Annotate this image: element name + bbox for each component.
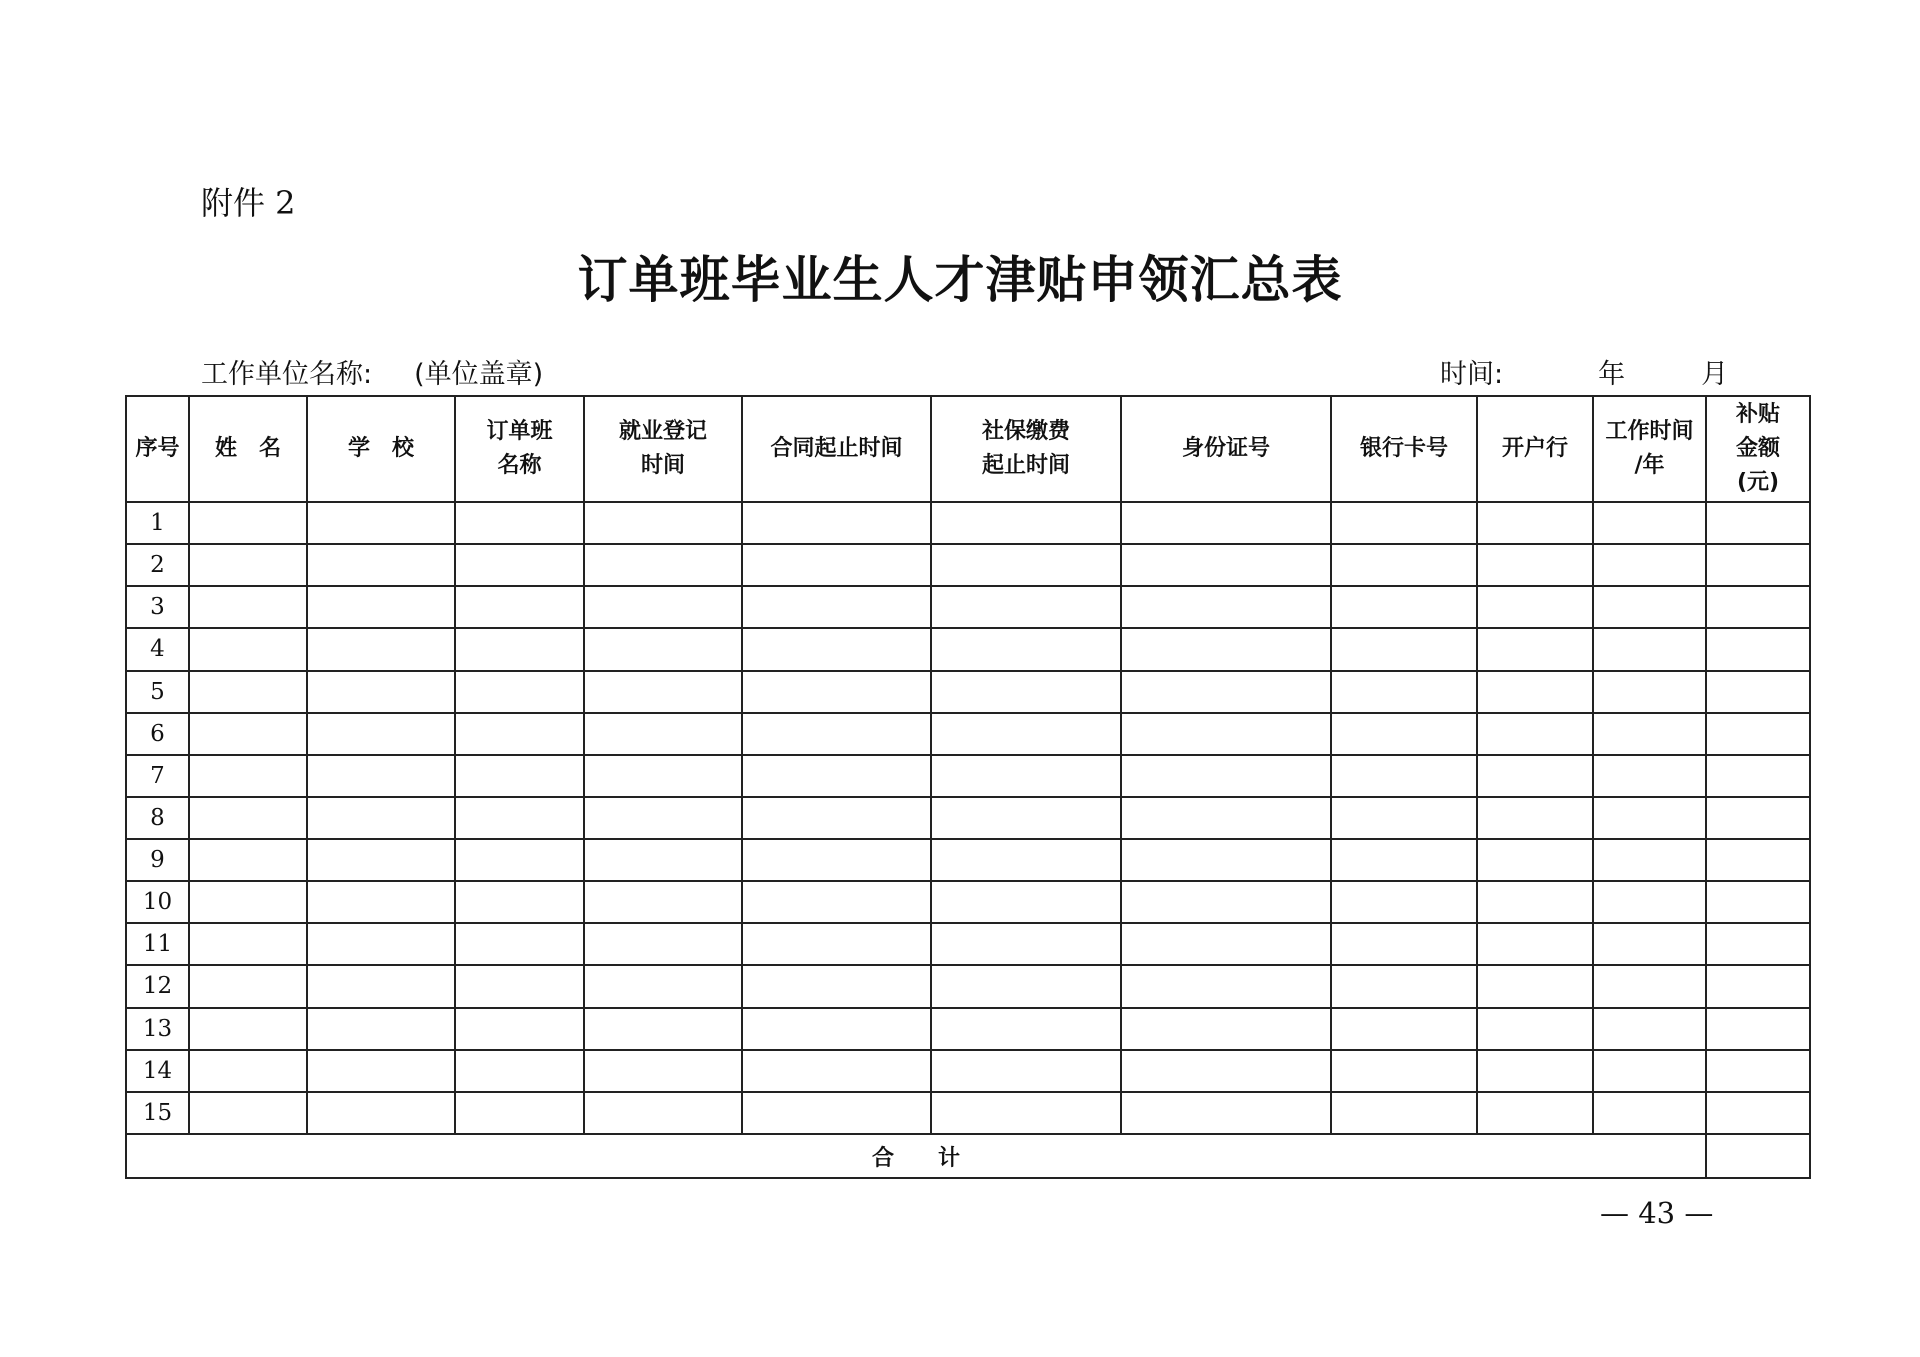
table-cell[interactable] xyxy=(1593,881,1706,923)
column-header-line: 补贴 xyxy=(1735,402,1780,427)
table-cell[interactable] xyxy=(1477,628,1593,670)
column-header xyxy=(742,396,931,502)
table-cell[interactable] xyxy=(1593,965,1706,1007)
table-cell[interactable] xyxy=(931,713,1121,755)
table-cell[interactable] xyxy=(1121,671,1331,713)
table-cell[interactable] xyxy=(584,923,742,965)
table-cell[interactable] xyxy=(307,1008,455,1050)
table-cell[interactable] xyxy=(1477,544,1593,586)
column-header-line: 开户行 xyxy=(1501,436,1568,461)
month-label: 月 xyxy=(1701,359,1729,390)
table-body xyxy=(126,502,1810,1134)
table-cell[interactable] xyxy=(307,965,455,1007)
table-cell[interactable] xyxy=(584,628,742,670)
table-cell[interactable] xyxy=(584,502,742,544)
table-cell[interactable] xyxy=(455,1050,584,1092)
table-cell[interactable] xyxy=(1331,713,1477,755)
page-title: 订单班毕业生人才津贴申领汇总表 xyxy=(577,250,1343,309)
table-cell[interactable] xyxy=(307,713,455,755)
table-cell[interactable] xyxy=(1477,839,1593,881)
table-cell[interactable] xyxy=(189,797,307,839)
column-header xyxy=(1706,396,1810,502)
row-number: 14 xyxy=(126,1050,189,1092)
table-cell[interactable] xyxy=(742,502,931,544)
table-cell[interactable] xyxy=(1477,713,1593,755)
table-cell[interactable] xyxy=(931,586,1121,628)
table-cell[interactable] xyxy=(307,755,455,797)
table-cell[interactable] xyxy=(931,965,1121,1007)
table-cell[interactable] xyxy=(307,586,455,628)
table-cell[interactable] xyxy=(931,1050,1121,1092)
table-cell[interactable] xyxy=(931,1092,1121,1134)
table-cell[interactable] xyxy=(189,713,307,755)
table-cell[interactable] xyxy=(1331,923,1477,965)
table-cell[interactable] xyxy=(742,797,931,839)
table-cell[interactable] xyxy=(742,544,931,586)
table-row xyxy=(126,544,1810,586)
table-cell[interactable] xyxy=(1121,797,1331,839)
table-cell[interactable] xyxy=(742,1092,931,1134)
table-cell[interactable] xyxy=(1706,1008,1810,1050)
table-cell[interactable] xyxy=(1593,544,1706,586)
unit-line xyxy=(201,352,543,391)
column-header xyxy=(1593,396,1706,502)
table-cell[interactable] xyxy=(1121,839,1331,881)
column-header-line: 订单班 xyxy=(486,419,553,444)
table-cell[interactable] xyxy=(455,839,584,881)
time-line xyxy=(1440,352,1728,391)
column-header xyxy=(455,396,584,502)
table-cell[interactable] xyxy=(1121,965,1331,1007)
table-cell[interactable] xyxy=(1706,671,1810,713)
table-cell[interactable] xyxy=(1121,755,1331,797)
table-cell[interactable] xyxy=(1593,797,1706,839)
table-cell[interactable] xyxy=(742,965,931,1007)
table-cell[interactable] xyxy=(742,923,931,965)
table-cell[interactable] xyxy=(1706,839,1810,881)
table-cell[interactable] xyxy=(584,544,742,586)
column-header-line: 起止时间 xyxy=(981,453,1070,478)
table-cell[interactable] xyxy=(1477,797,1593,839)
table-cell[interactable] xyxy=(189,1050,307,1092)
table-cell[interactable] xyxy=(1331,628,1477,670)
table-cell[interactable] xyxy=(1121,502,1331,544)
table-cell[interactable] xyxy=(1477,755,1593,797)
table-row xyxy=(126,502,1810,544)
table-cell[interactable] xyxy=(1706,881,1810,923)
column-header xyxy=(1477,396,1593,502)
table-cell[interactable] xyxy=(307,797,455,839)
column-header-line: 名称 xyxy=(497,453,542,478)
table-cell[interactable] xyxy=(584,713,742,755)
table-cell[interactable] xyxy=(1331,797,1477,839)
table-cell[interactable] xyxy=(189,839,307,881)
seal-note: (单位盖章) xyxy=(414,359,544,390)
table-cell[interactable] xyxy=(189,923,307,965)
table-cell[interactable] xyxy=(189,1008,307,1050)
table-cell[interactable] xyxy=(1331,1092,1477,1134)
table-cell[interactable] xyxy=(931,923,1121,965)
column-header-line: 时间 xyxy=(640,453,685,478)
table-cell[interactable] xyxy=(584,755,742,797)
table-cell[interactable] xyxy=(1331,1050,1477,1092)
attachment-label: 附件 2 xyxy=(201,184,296,222)
table-cell[interactable] xyxy=(931,755,1121,797)
table-cell[interactable] xyxy=(1706,965,1810,1007)
table-cell[interactable] xyxy=(1706,586,1810,628)
table-cell[interactable] xyxy=(189,628,307,670)
table-cell[interactable] xyxy=(1477,502,1593,544)
column-header-line: 序号 xyxy=(135,436,180,461)
table-cell[interactable] xyxy=(742,1050,931,1092)
table-cell[interactable] xyxy=(1706,544,1810,586)
table-cell[interactable] xyxy=(1331,839,1477,881)
table-cell[interactable] xyxy=(1477,586,1593,628)
summary-table xyxy=(125,395,1811,1179)
table-cell[interactable] xyxy=(1593,502,1706,544)
column-header-line: 社保缴费 xyxy=(981,419,1070,444)
table-cell[interactable] xyxy=(189,881,307,923)
column-header-line: 合同起止时间 xyxy=(770,436,903,461)
year-label: 年 xyxy=(1598,359,1626,390)
table-row xyxy=(126,755,1810,797)
table-cell[interactable] xyxy=(742,839,931,881)
table-row xyxy=(126,965,1810,1007)
table-cell[interactable] xyxy=(1331,544,1477,586)
row-number: 1 xyxy=(126,502,189,544)
row-number: 10 xyxy=(126,881,189,923)
table-cell[interactable] xyxy=(584,1050,742,1092)
table-cell[interactable] xyxy=(1331,586,1477,628)
column-header-line: 银行卡号 xyxy=(1359,436,1448,461)
table-row xyxy=(126,839,1810,881)
table-cell[interactable] xyxy=(1593,1008,1706,1050)
column-header xyxy=(931,396,1121,502)
column-header xyxy=(1121,396,1331,502)
table-cell[interactable] xyxy=(931,881,1121,923)
table-cell[interactable] xyxy=(1477,671,1593,713)
table-cell[interactable] xyxy=(1331,881,1477,923)
total-amount-cell[interactable] xyxy=(1706,1134,1810,1178)
table-cell[interactable] xyxy=(1706,628,1810,670)
table-cell[interactable] xyxy=(1593,1092,1706,1134)
table-cell[interactable] xyxy=(455,502,584,544)
table-cell[interactable] xyxy=(307,1092,455,1134)
table-cell[interactable] xyxy=(1331,502,1477,544)
table-cell[interactable] xyxy=(584,671,742,713)
table-cell[interactable] xyxy=(189,1092,307,1134)
row-number: 11 xyxy=(126,923,189,965)
table-cell[interactable] xyxy=(307,671,455,713)
table-cell[interactable] xyxy=(189,586,307,628)
table-cell[interactable] xyxy=(1706,713,1810,755)
table-row xyxy=(126,671,1810,713)
table-cell[interactable] xyxy=(189,544,307,586)
row-number: 3 xyxy=(126,586,189,628)
table-cell[interactable] xyxy=(1706,923,1810,965)
column-header-line: 就业登记 xyxy=(618,419,707,444)
table-cell[interactable] xyxy=(1477,1008,1593,1050)
column-header xyxy=(189,396,307,502)
table-cell[interactable] xyxy=(307,839,455,881)
table-cell[interactable] xyxy=(189,965,307,1007)
row-number: 4 xyxy=(126,628,189,670)
column-header xyxy=(126,396,189,502)
column-header xyxy=(584,396,742,502)
table-cell[interactable] xyxy=(1121,1050,1331,1092)
table-cell[interactable] xyxy=(584,1008,742,1050)
table-cell[interactable] xyxy=(1477,1050,1593,1092)
total-label: 合 计 xyxy=(126,1134,1706,1178)
table-cell[interactable] xyxy=(742,881,931,923)
table-cell[interactable] xyxy=(742,1008,931,1050)
table-cell[interactable] xyxy=(584,965,742,1007)
table-cell[interactable] xyxy=(307,628,455,670)
table-cell[interactable] xyxy=(1121,923,1331,965)
table-cell[interactable] xyxy=(189,755,307,797)
table-row xyxy=(126,628,1810,670)
table-cell[interactable] xyxy=(1121,628,1331,670)
table-cell[interactable] xyxy=(1593,713,1706,755)
row-number: 9 xyxy=(126,839,189,881)
time-label: 时间: xyxy=(1440,359,1504,390)
table-cell[interactable] xyxy=(455,586,584,628)
table-cell[interactable] xyxy=(742,755,931,797)
page-number: — 43 — xyxy=(1600,1196,1714,1230)
table-cell[interactable] xyxy=(455,881,584,923)
column-header-line: 姓 名 xyxy=(214,436,281,461)
table-cell[interactable] xyxy=(584,797,742,839)
table-cell[interactable] xyxy=(455,671,584,713)
table-row xyxy=(126,1050,1810,1092)
row-number: 6 xyxy=(126,713,189,755)
table-cell[interactable] xyxy=(1593,628,1706,670)
table-cell[interactable] xyxy=(455,628,584,670)
table-cell[interactable] xyxy=(584,839,742,881)
table-cell[interactable] xyxy=(931,502,1121,544)
table-cell[interactable] xyxy=(1331,965,1477,1007)
column-header xyxy=(1331,396,1477,502)
table-cell[interactable] xyxy=(1706,1050,1810,1092)
unit-name-label: 工作单位名称: xyxy=(201,359,373,390)
table-cell[interactable] xyxy=(1121,713,1331,755)
row-number: 7 xyxy=(126,755,189,797)
table-cell[interactable] xyxy=(931,671,1121,713)
table-cell[interactable] xyxy=(931,839,1121,881)
table-cell[interactable] xyxy=(931,544,1121,586)
table-cell[interactable] xyxy=(455,1092,584,1134)
table-cell[interactable] xyxy=(1121,881,1331,923)
table-cell[interactable] xyxy=(455,755,584,797)
total-row xyxy=(126,1134,1810,1178)
table-cell[interactable] xyxy=(931,797,1121,839)
table-cell[interactable] xyxy=(1477,881,1593,923)
column-header xyxy=(307,396,455,502)
table-cell[interactable] xyxy=(455,544,584,586)
row-number: 12 xyxy=(126,965,189,1007)
table-cell[interactable] xyxy=(189,671,307,713)
column-header-line: 学 校 xyxy=(347,436,414,461)
table-cell[interactable] xyxy=(1706,502,1810,544)
row-number: 2 xyxy=(126,544,189,586)
table-row xyxy=(126,713,1810,755)
table-cell[interactable] xyxy=(455,965,584,1007)
table-cell[interactable] xyxy=(742,586,931,628)
table-cell[interactable] xyxy=(1331,671,1477,713)
table-cell[interactable] xyxy=(1477,923,1593,965)
table-cell[interactable] xyxy=(1706,755,1810,797)
table-cell[interactable] xyxy=(455,797,584,839)
table-cell[interactable] xyxy=(931,628,1121,670)
row-number: 5 xyxy=(126,671,189,713)
table-cell[interactable] xyxy=(1477,1092,1593,1134)
table-cell[interactable] xyxy=(307,1050,455,1092)
table-cell[interactable] xyxy=(1121,1092,1331,1134)
table-cell[interactable] xyxy=(1121,544,1331,586)
column-header-line: 工作时间 xyxy=(1605,419,1694,444)
table-row xyxy=(126,1008,1810,1050)
table-cell[interactable] xyxy=(1706,797,1810,839)
table-cell[interactable] xyxy=(307,544,455,586)
table-cell[interactable] xyxy=(742,713,931,755)
row-number: 8 xyxy=(126,797,189,839)
table-cell[interactable] xyxy=(1331,1008,1477,1050)
row-number: 13 xyxy=(126,1008,189,1050)
table-row xyxy=(126,797,1810,839)
table-cell[interactable] xyxy=(1593,671,1706,713)
column-header-line: /年 xyxy=(1634,453,1665,478)
table-cell[interactable] xyxy=(584,881,742,923)
table-cell[interactable] xyxy=(1121,1008,1331,1050)
table-row xyxy=(126,923,1810,965)
table-cell[interactable] xyxy=(742,628,931,670)
table-cell[interactable] xyxy=(931,1008,1121,1050)
table-cell[interactable] xyxy=(584,586,742,628)
table-cell[interactable] xyxy=(742,671,931,713)
column-header-line: 身份证号 xyxy=(1181,436,1270,461)
table-cell[interactable] xyxy=(1593,923,1706,965)
column-header-line: 金额 xyxy=(1735,436,1780,461)
row-number: 15 xyxy=(126,1092,189,1134)
header-row xyxy=(126,396,1810,502)
table-cell[interactable] xyxy=(1593,755,1706,797)
table-cell[interactable] xyxy=(1121,586,1331,628)
table-cell[interactable] xyxy=(1593,839,1706,881)
table-cell[interactable] xyxy=(584,1092,742,1134)
table-cell[interactable] xyxy=(1593,586,1706,628)
table-cell[interactable] xyxy=(455,923,584,965)
table-cell[interactable] xyxy=(455,1008,584,1050)
table-cell[interactable] xyxy=(189,502,307,544)
table-row xyxy=(126,881,1810,923)
table-cell[interactable] xyxy=(455,713,584,755)
table-cell[interactable] xyxy=(1593,1050,1706,1092)
table-cell[interactable] xyxy=(307,923,455,965)
table-cell[interactable] xyxy=(307,502,455,544)
table-cell[interactable] xyxy=(307,881,455,923)
table-cell[interactable] xyxy=(1477,965,1593,1007)
table-cell[interactable] xyxy=(1331,755,1477,797)
table-row xyxy=(126,586,1810,628)
column-header-line: (元) xyxy=(1736,470,1780,495)
table-cell[interactable] xyxy=(1706,1092,1810,1134)
table-row xyxy=(126,1092,1810,1134)
